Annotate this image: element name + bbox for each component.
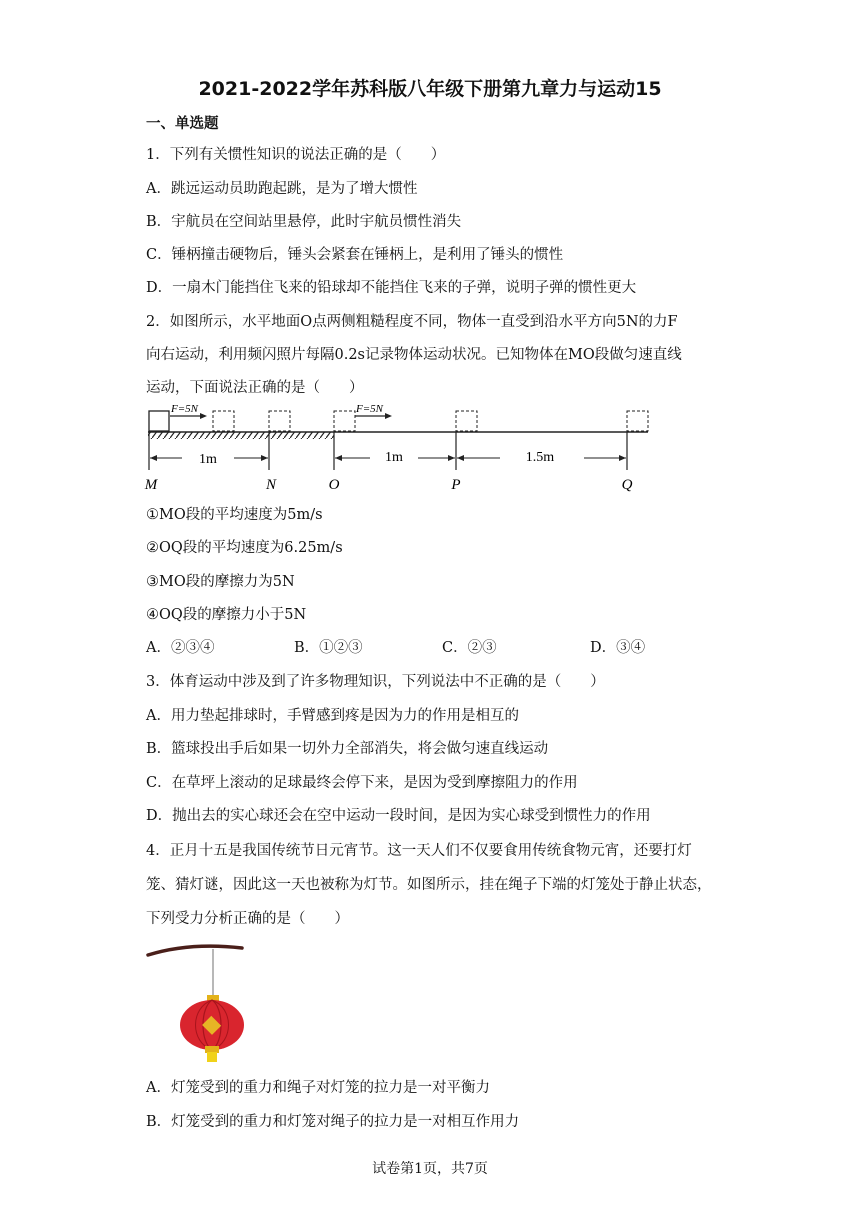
q4-stem-line2: 笼、猜灯谜，因此这一天也被称为灯节。如图所示，挂在绳子下端的灯笼处于静止状态， — [146, 877, 712, 893]
q3-option-c: C．在草坪上滚动的足球最终会停下来，是因为受到摩擦阻力的作用 — [146, 775, 578, 791]
q3-option-a: A．用力垫起排球时，手臂感到疼是因为力的作用是相互的 — [146, 708, 519, 724]
q2-options — [146, 636, 706, 658]
frame-at-p — [456, 411, 477, 431]
q2-stem-line3: 运动，下面说法正确的是（ ） — [146, 380, 364, 396]
point-label-n: N — [265, 477, 277, 493]
pole — [148, 946, 242, 955]
q4-option-b: B．灯笼受到的重力和灯笼对绳子的拉力是一对相互作用力 — [146, 1114, 520, 1130]
q2-statement-2: ②OQ段的平均速度为6.25m/s — [146, 540, 343, 556]
page-title: 2021-2022学年苏科版八年级下册第九章力与运动15 — [198, 78, 662, 100]
q2-stem-line1: 2．如图所示，水平地面O点两侧粗糙程度不同，物体一直受到沿水平方向5N的力F — [146, 314, 678, 330]
q2-option-a: A．②③④ — [146, 640, 215, 656]
force-label-2: F=5N — [356, 403, 383, 415]
point-label-m: M — [144, 477, 158, 493]
lantern-illustration — [144, 938, 250, 1064]
q1-option-a: A．跳远运动员助跑起跳，是为了增大惯性 — [146, 181, 418, 197]
motion-diagram — [140, 398, 660, 494]
page-footer: 试卷第1页，共7页 — [372, 1161, 488, 1177]
frame-at-o — [334, 411, 355, 431]
q1-option-c: C．锤柄撞击硬物后，锤头会紧套在锤柄上，是利用了锤头的惯性 — [146, 247, 564, 263]
q2-statement-1: ①MO段的平均速度为5m/s — [146, 507, 323, 523]
q2-statement-4: ④OQ段的摩擦力小于5N — [146, 607, 307, 623]
q1-option-b: B．宇航员在空间站里悬停，此时宇航员惯性消失 — [146, 214, 462, 230]
q2-statement-3: ③MO段的摩擦力为5N — [146, 574, 295, 590]
frame-at-q — [627, 411, 648, 431]
distance-op-label: 1m — [385, 450, 403, 465]
frame-2 — [213, 411, 234, 431]
force-label-1: F=5N — [171, 403, 198, 415]
q4-option-a: A．灯笼受到的重力和绳子对灯笼的拉力是一对平衡力 — [146, 1080, 490, 1096]
q4-stem-line3: 下列受力分析正确的是（ ） — [146, 911, 349, 927]
q1-option-d: D．一扇木门能挡住飞来的铅球却不能挡住飞来的子弹，说明子弹的惯性更大 — [146, 280, 637, 296]
point-label-q: Q — [621, 477, 633, 493]
object-at-m — [149, 411, 169, 431]
section-heading: 一、单选题 — [146, 115, 219, 132]
point-label-p: P — [451, 477, 461, 493]
q2-stem-line2: 向右运动，利用频闪照片每隔0.2s记录物体运动状况。已知物体在MO段做匀速直线 — [146, 347, 682, 363]
distance-mn-label: 1m — [199, 452, 217, 467]
q3-option-b: B．篮球投出手后如果一切外力全部消失，将会做匀速直线运动 — [146, 741, 549, 757]
q3-stem: 3．体育运动中涉及到了许多物理知识，下列说法中不正确的是（ ） — [146, 674, 605, 690]
q2-option-c: C．②③ — [442, 640, 497, 656]
frame-at-n — [269, 411, 290, 431]
point-label-o: O — [328, 477, 340, 493]
q4-stem-line1: 4．正月十五是我国传统节日元宵节。这一天人们不仅要食用传统食物元宵，还要打灯 — [146, 843, 692, 859]
distance-pq-label: 1.5m — [525, 450, 555, 465]
q2-option-b: B．①②③ — [294, 640, 363, 656]
q3-option-d: D．抛出去的实心球还会在空中运动一段时间，是因为实心球受到惯性力的作用 — [146, 808, 651, 824]
q2-option-d: D．③④ — [590, 640, 646, 656]
q1-stem: 1．下列有关惯性知识的说法正确的是（ ） — [146, 147, 446, 163]
rough-surface-hatching — [148, 432, 334, 439]
